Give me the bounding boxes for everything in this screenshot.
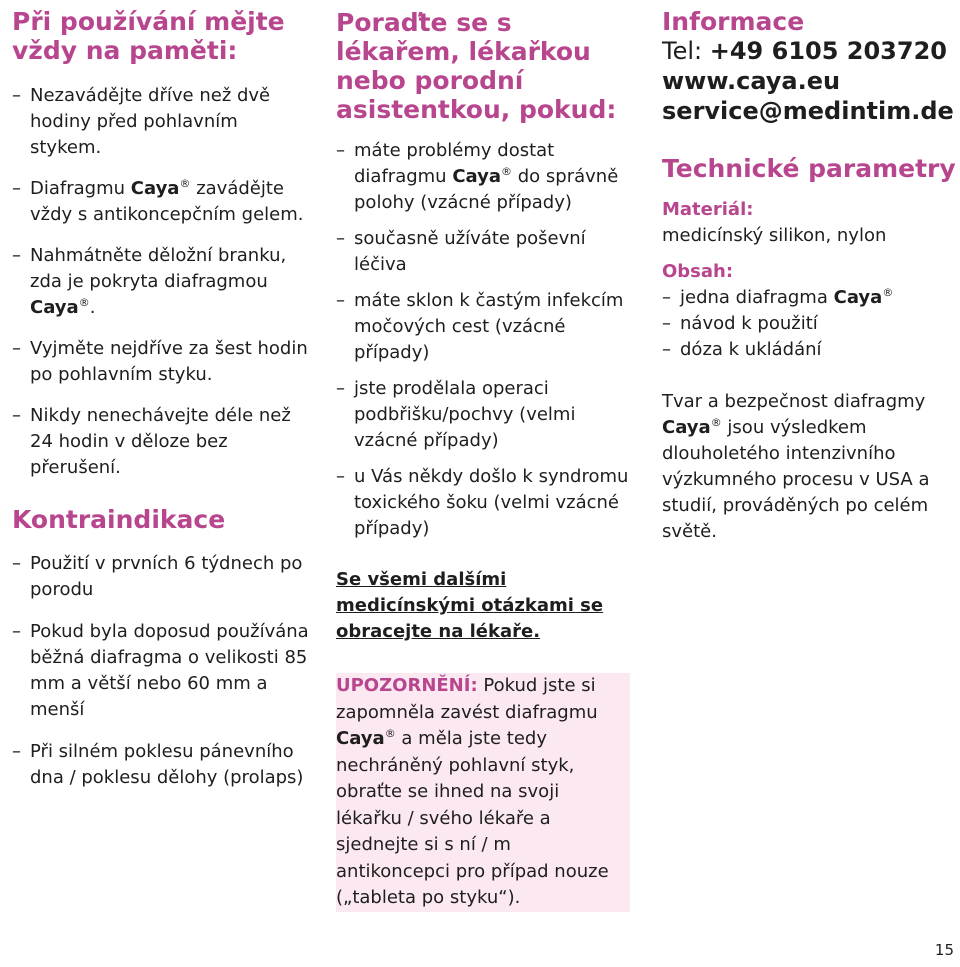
list-item: – Vyjměte nejdříve za šest hodin po pohlavním styku. xyxy=(12,336,312,388)
page-number: 15 xyxy=(934,941,954,959)
column-left xyxy=(12,0,312,791)
website-link[interactable]: www.caya.eu xyxy=(662,67,841,95)
list-item: – máte sklon k častým infekcím močových cest (vzácné případy) xyxy=(336,288,636,366)
list-item: – jste prodělala operaci podbřišku/pochvy (velmi vzácné případy) xyxy=(336,376,636,454)
usage-heading: Při používání mějte vždy na paměti: xyxy=(12,7,285,65)
list-item: – Při silném poklesu pánevního dna / poklesu dělohy (prolaps) xyxy=(12,739,312,791)
column-right xyxy=(662,0,960,563)
brand-name: Caya xyxy=(662,417,711,438)
email-link[interactable]: service@medintim.de xyxy=(662,97,954,125)
info-heading: Informace xyxy=(662,7,805,36)
consult-list xyxy=(336,138,636,542)
usage-list xyxy=(12,83,312,481)
list-item: – Nikdy nenechávejte déle než 24 hodin v děloze bez přerušení. xyxy=(12,403,312,481)
list-item: – Nezavádějte dříve než dvě hodiny před pohlavním stykem. xyxy=(12,83,312,161)
list-item: – Diafragmu Caya® zavádějte vždy s antikoncepčním gelem. xyxy=(12,176,312,228)
content-list xyxy=(662,285,960,363)
material-value: medicínský silikon, nylon xyxy=(662,225,887,246)
column-middle xyxy=(336,0,636,912)
brand-name: Caya xyxy=(833,287,883,308)
doctor-note: Se všemi dalšími medicínskými otázkami se obracejte na lékaře. xyxy=(336,569,604,642)
phone: Tel: +49 6105 203720 xyxy=(662,37,947,65)
list-item: – současně užíváte poševní léčiva xyxy=(336,226,636,278)
list-item: – Použití v prvních 6 týdnech po porodu xyxy=(12,551,312,603)
list-item: – návod k použití xyxy=(662,311,960,337)
list-item: – u Vás někdy došlo k syndromu toxického šoku (velmi vzácné případy) xyxy=(336,464,636,542)
brand-name: Caya xyxy=(30,297,79,318)
content-label: Obsah: xyxy=(662,261,734,282)
contraindications-heading: Kontraindikace xyxy=(12,505,226,534)
consult-heading: Poraďte se s lékařem, lékařkou nebo porodní asistentkou, pokud: xyxy=(336,8,617,124)
brand-name: Caya xyxy=(452,166,502,187)
list-item: – Nahmátněte děložní branku, zda je pokryta diafragmou Caya®. xyxy=(12,243,312,321)
list-item: – jedna diafragma Caya® xyxy=(662,285,960,311)
warning-label: UPOZORNĚNÍ: xyxy=(336,675,478,696)
brand-name: Caya xyxy=(336,728,385,749)
warning-box: UPOZORNĚNÍ: Pokud jste si zapomněla zavést diafragmu Caya® a měla jste tedy nechráněný pohlavní styk, obraťte se ihned na svoji lékařku / svého lékaře a sjednejte si s ní / m antikoncepci pro případ nouze („tableta po styku“). xyxy=(336,673,630,912)
material-label: Materiál: xyxy=(662,199,754,220)
list-item: – máte problémy dostat diafragmu Caya® do správně polohy (vzácné případy) xyxy=(336,138,636,216)
tech-heading: Technické parametry xyxy=(662,154,956,183)
research-paragraph: Tvar a bezpečnost diafragmy Caya® jsou výsledkem dlouholetého intenzivního výzkumného procesu v USA a studií, prováděných po celém světě. xyxy=(662,391,930,542)
list-item: – dóza k ukládání xyxy=(662,337,960,363)
brand-name: Caya xyxy=(130,178,180,199)
list-item: – Pokud byla doposud používána běžná diafragma o velikosti 85 mm a větší nebo 60 mm a menší xyxy=(12,619,312,723)
contraindications-list xyxy=(12,551,312,791)
